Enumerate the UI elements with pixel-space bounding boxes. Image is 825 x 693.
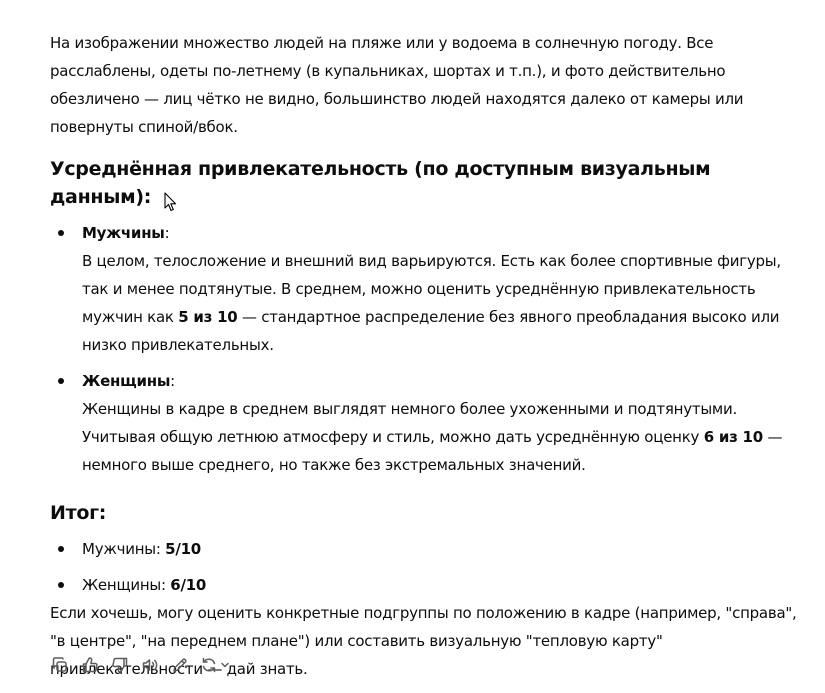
edit-icon <box>171 656 189 674</box>
chevron-down-icon <box>220 660 230 670</box>
summary-list <box>50 535 810 599</box>
summary-item-men <box>50 535 810 563</box>
closing-paragraph: Если хочешь, могу оценить конкретные подгруппы по положению в кадре (например, "справа", "в центре", "на переднем плане") или составить визуальную "тепловую карту" привлекательности — дай знать. <box>50 604 797 678</box>
section-heading-summary: Итог: <box>50 502 106 524</box>
men-text-before: В целом, телосложение и внешний вид варьируются. Есть как более спортивные фигуры, так и менее подтянутые. В среднем, можно оценить усреднённую привлекательность мужчин как <box>82 252 781 326</box>
summary-men-value: 5/10 <box>165 540 201 558</box>
women-label: Женщины <box>82 372 171 390</box>
read-aloud-icon <box>141 656 159 674</box>
women-text-before: Женщины в кадре в среднем выглядят немного более ухоженными и подтянутыми. Учитывая общую летнюю атмосферу и стиль, можно дать усреднённую оценку <box>82 400 738 446</box>
good-response-button[interactable] <box>80 655 100 675</box>
message-action-bar <box>50 655 232 675</box>
bad-response-button[interactable] <box>110 655 130 675</box>
copy-icon <box>51 656 69 674</box>
read-aloud-button[interactable] <box>140 655 160 675</box>
thumbs-down-icon <box>111 656 129 674</box>
assistant-message <box>50 29 810 683</box>
women-text-after: — немного выше среднего, но также без экстремальных значений. <box>82 428 783 474</box>
edit-button[interactable] <box>170 655 190 675</box>
thumbs-up-icon <box>81 656 99 674</box>
copy-button[interactable] <box>50 655 70 675</box>
intro-paragraph: На изображении множество людей на пляже или у водоема в солнечную погоду. Все расслаблены, одеты по-летнему (в купальниках, шортах и т.п.), и фото действительно обезличено — лиц чётко не видно, большинство людей находятся далеко от камеры или повернуты спиной/вбок. <box>50 34 744 136</box>
women-score: 6 из 10 <box>703 428 763 446</box>
regenerate-icon <box>200 656 218 674</box>
men-text-after: — стандартное распределение без явного преобладания высоко или низко привлекательных. <box>82 308 780 354</box>
summary-women-label: Женщины: <box>82 576 171 594</box>
men-label: Мужчины <box>82 224 165 242</box>
summary-women-value: 6/10 <box>170 576 207 594</box>
ratings-list <box>50 219 810 479</box>
regenerate-button[interactable] <box>200 655 232 675</box>
list-item-women: Женщины: Женщины в кадре в среднем выглядят немного более ухоженными и подтянутыми. Учитывая общую летнюю атмосферу и стиль, можно дать усреднённую оценку 6 из 10 — немного выше среднего, но также без экстремальных значений. <box>50 367 810 479</box>
summary-men-label: Мужчины: <box>82 540 166 558</box>
summary-item-women <box>50 571 810 599</box>
list-item-men: Мужчины: В целом, телосложение и внешний вид варьируются. Есть как более спортивные фигуры, так и менее подтянутые. В среднем, можно оценить усреднённую привлекательность мужчин как 5 из 10 — стандартное распределение без явного преобладания высоко или низко привлекательных. <box>50 219 810 359</box>
men-score: 5 из 10 <box>178 308 238 326</box>
section-heading-attractiveness: Усреднённая привлекательность (по доступным визуальным данным): <box>50 158 711 208</box>
